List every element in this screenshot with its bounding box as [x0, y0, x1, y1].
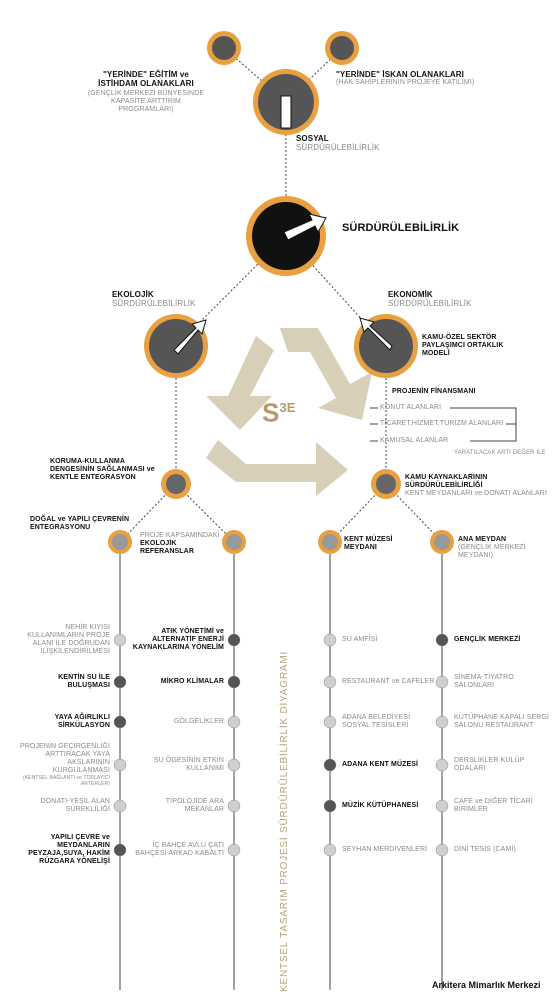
branch-4-sub: (GENÇLİK MERKEZİ MEYDANI)	[458, 544, 526, 559]
col1-item-text-4: DONATI-YEŞİL ALAN SÜREKLİLİĞİ	[40, 798, 110, 813]
node-center	[246, 196, 326, 276]
ecological-title: EKOLOJİK	[112, 290, 154, 299]
left-node-label: KORUMA-KULLANMA DENGESİNİN SAĞLANMASI ve KENTLE ENTEGRASYON	[50, 458, 155, 481]
col2-dot-0	[228, 634, 240, 646]
col1-item-text-2: YAYA AĞIRLIKLI SİRKÜLASYON	[54, 714, 110, 729]
node-branch-4	[430, 530, 454, 554]
col4-item-5	[454, 846, 550, 854]
col2-item-0	[128, 628, 224, 652]
node-branch-3	[318, 530, 342, 554]
col1-item-5	[14, 834, 110, 866]
col4-item-text-2: KÜTÜPHANE KAPALI SERGİ SALONU RESTAURANT	[454, 714, 550, 729]
col1-item-3	[14, 743, 110, 787]
col2-dot-3	[228, 759, 240, 771]
col1-item-4	[14, 798, 110, 814]
col2-dot-5	[228, 844, 240, 856]
branch-4-label	[458, 536, 548, 560]
col4-item-3	[454, 757, 550, 773]
col3-dot-5	[324, 844, 336, 856]
col3-item-text-3: ADANA KENT MÜZESİ	[342, 761, 419, 768]
branch-2-title-bold: EKOLOJİK REFERANSLAR	[140, 540, 194, 555]
node-right-mid	[371, 469, 401, 499]
node-left-mid	[161, 469, 191, 499]
finance-note: YARATILACAK ARTI DEĞER İLE	[454, 450, 546, 456]
economic-label	[388, 290, 472, 308]
finance-item-0: KONUT ALANLARI	[380, 404, 442, 411]
ecological-label	[112, 290, 196, 308]
col2-item-2	[128, 718, 224, 726]
col1-item-text-1: KENTİN SU İLE BULUŞMASI	[58, 674, 110, 689]
col3-item-text-2: ADANA BELEDİYESİ SOSYAL TESİSLERİ	[342, 714, 411, 729]
col1-item-1	[14, 674, 110, 690]
col3-item-4	[342, 802, 438, 810]
col3-item-text-1: RESTAURANT ve CAFELER	[342, 678, 435, 685]
branch-1-label: DOĞAL ve YAPILI ÇEVRENİN ENTEGRASYONU	[30, 516, 130, 531]
branch-3-label: KENT MÜZESİ MEYDANI	[344, 536, 393, 551]
branch-2-label	[140, 532, 224, 556]
col2-item-5	[128, 842, 224, 858]
col1-item-2	[14, 714, 110, 730]
social-sub: SÜRDÜRÜLEBİLİRLİK	[296, 143, 380, 152]
col1-item-0	[14, 624, 110, 656]
ppp-label: KAMU-ÖZEL SEKTÖR PAYLAŞIMCI ORTAKLIK MODELİ	[422, 334, 504, 357]
col1-item-text-5: YAPILI ÇEVRE ve MEYDANLARIN PEYZAJA,SUYA, HAKİM RÜZGARA YÖNELİŞİ	[28, 834, 110, 865]
top-left-label	[86, 70, 206, 114]
col2-item-text-0: ATIK YÖNETİMİ ve ALTERNATİF ENERJİ KAYNAKLARINA YÖNELİM	[132, 628, 224, 651]
col1-dot-3	[114, 759, 126, 771]
col1-item-text-3: PROJENİN GEÇİRGENLİĞİ ARTTIRACAK YAYA AKSLARININ KURGULANMASI	[19, 743, 110, 774]
col3-item-0	[342, 636, 438, 644]
finance-title: PROJENİN FİNANSMANI	[392, 388, 476, 395]
col1-dot-1	[114, 676, 126, 688]
node-economic	[354, 314, 418, 378]
col3-item-text-4: MÜZİK KÜTÜPHANESİ	[342, 802, 419, 809]
col3-dot-3	[324, 759, 336, 771]
col3-item-1	[342, 678, 438, 686]
right-node-title: KAMU KAYNAKLARININ SÜRDÜRÜLEBİLİRLİĞİ	[405, 474, 488, 489]
top-right-sub: (HAK SAHİPLERİNİN PROJEYE KATILIMI)	[336, 79, 475, 86]
top-left-sub: (GENÇLİK MERKEZİ BÜNYESİNDE KAPASİTE ARTTIRIM PROGRAMLARI)	[87, 90, 205, 113]
col1-item-small-3: (KENTSEL BAĞLANTI ve TOPLAYICI ARTERLER)	[22, 775, 110, 787]
vertical-title: KENTSEL TASARIM PROJESİ SÜRDÜRÜLEBİLİRLİK DİYAGRAMI	[279, 650, 290, 992]
node-top-right	[325, 31, 359, 65]
s3e-sup: 3E	[279, 400, 296, 415]
s3e-logo	[262, 394, 296, 427]
col3-dot-4	[324, 800, 336, 812]
ecological-sub: SÜRDÜRÜLEBİLİRLİK	[112, 299, 196, 308]
col3-dot-2	[324, 716, 336, 728]
col1-dot-2	[114, 716, 126, 728]
col4-item-0	[454, 636, 550, 644]
col4-item-text-5: DİNİ TESİS (CAMİ)	[454, 846, 516, 853]
col2-item-4	[128, 798, 224, 814]
col3-dot-1	[324, 676, 336, 688]
s3e-letter: S	[262, 397, 280, 428]
col1-item-text-0: NEHİR KIYISI KULLANIMLARIN PROJE ALANI İLE DOĞRUDAN İLİŞKİLENDİRİLMESİ	[27, 624, 110, 655]
top-left-title: "YERİNDE" EĞİTİM ve İSTİHDAM OLANAKLARI	[98, 70, 194, 88]
col2-dot-1	[228, 676, 240, 688]
col3-item-2	[342, 714, 438, 730]
top-right-title: "YERİNDE" İSKAN OLANAKLARI	[336, 70, 464, 79]
col4-item-text-1: SİNEMA-TİYATRO SALONLARI	[454, 674, 514, 689]
branch-4-title: ANA MEYDAN	[458, 536, 507, 543]
branch-2-title-grey: PROJE KAPSAMINDAKİ	[140, 532, 220, 539]
col1-dot-4	[114, 800, 126, 812]
economic-title: EKONOMİK	[388, 290, 433, 299]
col1-dot-0	[114, 634, 126, 646]
col4-item-text-0: GENÇLİK MERKEZİ	[454, 636, 521, 643]
col4-item-2	[454, 714, 550, 730]
col2-item-1	[128, 678, 224, 686]
col2-dot-4	[228, 800, 240, 812]
col3-dot-0	[324, 634, 336, 646]
right-node-label	[405, 474, 555, 498]
social-label	[296, 134, 380, 152]
node-social	[253, 69, 319, 135]
col2-item-text-5: İÇ BAHÇE AVLU ÇATI BAHÇESİ ARKAD KABALTI	[135, 842, 224, 857]
right-node-sub: KENT MEYDANLARI ve DONATI ALANLARI	[405, 490, 548, 497]
economic-sub: SÜRDÜRÜLEBİLİRLİK	[388, 299, 472, 308]
col3-item-5	[342, 846, 438, 854]
node-top-left	[207, 31, 241, 65]
footer-credit: Arkitera Mimarlık Merkezi	[432, 980, 541, 990]
col3-item-text-5: SEYHAN MERDİVENLERİ	[342, 846, 428, 853]
col2-item-3	[128, 757, 224, 773]
social-title: SOSYAL	[296, 134, 329, 143]
col2-item-text-4: TİPOLOJİDE ARA MEKANLAR	[165, 798, 224, 813]
col1-dot-5	[114, 844, 126, 856]
center-title: SÜRDÜRÜLEBİLİRLİK	[342, 222, 460, 234]
col4-item-text-4: CAFE ve DİĞER TİCARİ BİRİMLER	[454, 798, 533, 813]
col2-item-text-1: MİKRO KLİMALAR	[160, 678, 224, 685]
col3-item-3	[342, 761, 438, 769]
col4-item-1	[454, 674, 550, 690]
finance-item-1: TİCARET,HİZMET,TURİZM ALANLARI	[380, 420, 504, 427]
col4-item-text-3: DERSLİKLER KULÜP ODALARI	[454, 757, 525, 772]
col2-item-text-2: GÖLGELİKLER	[173, 718, 224, 725]
node-branch-2	[222, 530, 246, 554]
finance-item-2: KAMUSAL ALANLAR	[380, 437, 449, 444]
col2-item-text-3: SU ÖGESİNİN ETKİN KULLANIMI	[153, 757, 224, 772]
node-branch-1	[108, 530, 132, 554]
col4-item-4	[454, 798, 550, 814]
top-right-label	[336, 70, 476, 87]
col3-item-text-0: SU AMFİSİ	[342, 636, 378, 643]
node-ecological	[144, 314, 208, 378]
col2-dot-2	[228, 716, 240, 728]
